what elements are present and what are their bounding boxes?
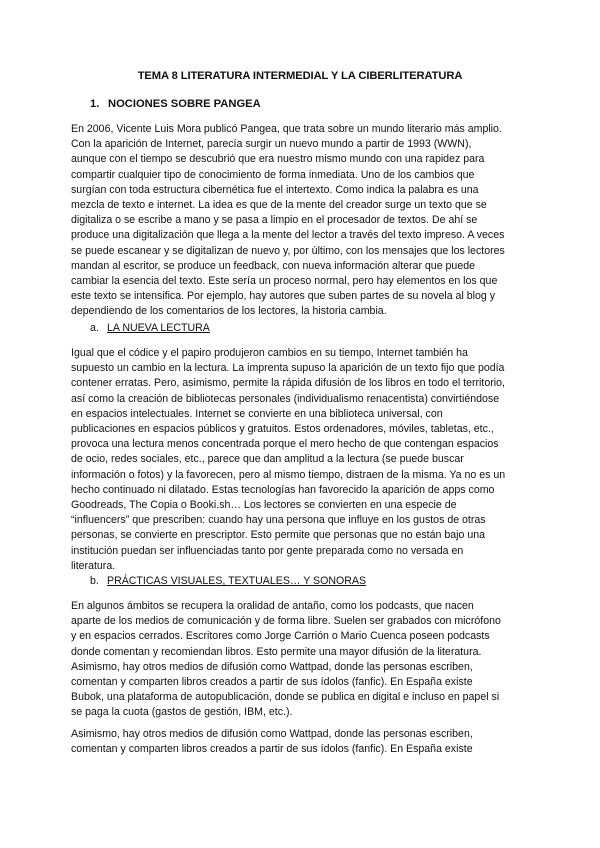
text-line: contener erratas. Pero, asimismo, permite la rápida difusión de los libros en todo el territorio, [71,377,505,390]
text-line: información o fotos) y la favorecen, pero al mismo tiempo, distraen de la misma. Ya no es un [71,468,506,481]
text-line: comentan y comparten libros creados a partir de sus ídolos (fanfic). En España existe [71,743,473,756]
paragraph-practicas [71,599,541,721]
subsection-heading-text: PRÁCTICAS VISUALES, TEXTUALES… Y SONORAS [107,575,367,587]
section-heading-text: NOCIONES SOBRE PANGEA [108,98,261,110]
text-line: provoca una lectura menos concentrada porque el mero hecho de que contengan espacios [71,438,499,451]
text-line: publicaciones en espacios públicos y gratuitos. Estos ordenadores, móviles, tabletas, etc., [71,423,494,436]
text-line: mezcla de texto e internet. La idea es que de la mente del creador surge un texto que se [71,199,487,212]
text-line: aparte de los medios de comunicación y de forma libre. Suelen ser grabados con micrófono [71,615,501,628]
text-line: aunque con el tiempo se descubrió que era nuestro mismo mundo con una rapidez para [71,153,485,166]
text-line: produce una digitalización que llega a la mente del lector a través del texto impreso. A veces [71,229,505,242]
text-line: compartir cualquier tipo de conocimiento de forma inmediata. Uno de los cambios que [71,168,475,181]
text-line: Asimismo, hay otros medios de difusión como Wattpad, donde las personas escriben, [71,660,473,673]
paragraph-pangea [71,122,541,320]
text-line: cambiar la esencia del texto. Este sería un proceso normal, pero hay elementos en los que [71,275,498,288]
subsection-heading-a [90,322,210,334]
text-line: Goodreads, The Copia o Booki.sh… Los lectores se convierten en una especie de [71,499,457,512]
text-line: En 2006, Vicente Luis Mora publicó Pangea, que trata sobre un mundo literario más amplio. [71,123,502,135]
text-line: literatura. [71,559,116,572]
text-line: hecho continuado ni dilatado. Estas tecnologías han favorecido la aparición de apps como [71,483,495,496]
document-title: TEMA 8 LITERATURA INTERMEDIAL Y LA CIBERLITERATURA [137,70,463,82]
text-line: se paga la cuota (gastos de gestión, IBM, etc.). [71,706,293,719]
paragraph-asimismo [71,727,541,757]
text-line: comentan y comparten libros creados a partir de sus ídolos (fanfic). En España existe [71,676,473,689]
text-line: “influencers” que prescriben: cuando hay una persona que influye en los gustos de otras [71,514,486,527]
text-line: institución puedan ser influenciadas tanto por gente preparada como no versada en [71,544,464,557]
text-line: de ocio, redes sociales, etc., parece que dan amplitud a la lectura (se puede buscar [71,453,464,466]
text-line: En algunos ámbitos se recupera la oralidad de antaño, como los podcasts, que nacen [71,600,474,612]
subsection-heading-b [90,575,366,587]
text-line: supuesto un cambio en la lectura. La imprenta supuso la aparición de un texto fijo que podía [71,362,505,375]
text-line: dependiendo de los comentarios de los lectores, la historia cambia. [71,305,387,318]
text-line: mandan al escritor, se produce un feedback, con nueva información alterar que puede [71,259,475,272]
text-line: personas, se convierte en prescriptor. Esto permite que personas que no están bajo una [71,529,485,542]
text-line: donde comentan y recomiendan libros. Esto permite una mayor difusión de la literatura. [71,645,482,658]
text-line: digitaliza o se escribe a mano y se pasa a limpio en el procesador de textos. De ahí se [71,214,478,227]
text-line: surgían con toda estructura cibernética fue el intertexto. Como indica la palabra es una [71,183,479,196]
paragraph-nueva-lectura [71,346,541,574]
subsection-heading-text: LA NUEVA LECTURA [107,322,210,334]
text-line: Bubok, una plataforma de autopublicación, donde se publica en digital e incluso en papel si [71,691,500,704]
section-heading-1 [90,98,261,110]
section-number: 1. [90,98,100,110]
text-line: Asimismo, hay otros medios de difusión como Wattpad, donde las personas escriben, [71,728,473,740]
text-line: en espacios intelectuales. Internet se convierte en una biblioteca universal, con [71,407,443,420]
text-line: y en espacios cerrados. Escritores como Jorge Carrión o Mario Cuenca poseen podcasts [71,630,490,643]
subsection-letter: b. [90,575,99,587]
text-line: Igual que el códice y el papiro produjeron cambios en su tiempo, Internet también ha [71,347,468,359]
text-line: Con la aparición de Internet, parecía surgir un nuevo mundo a partir de 1993 (WWN), [71,138,472,151]
subsection-letter: a. [90,322,99,334]
text-line: así como la creación de bibliotecas personales (individualismo renacentista) convirtiéndose [71,392,500,405]
text-line: se puede escanear y se digitalizan de nuevo y, por último, con los mensajes que los lectores [71,244,505,257]
text-line: este texto se intensifica. Por ejemplo, hay autores que suben partes de su novela al blog y [71,290,496,303]
